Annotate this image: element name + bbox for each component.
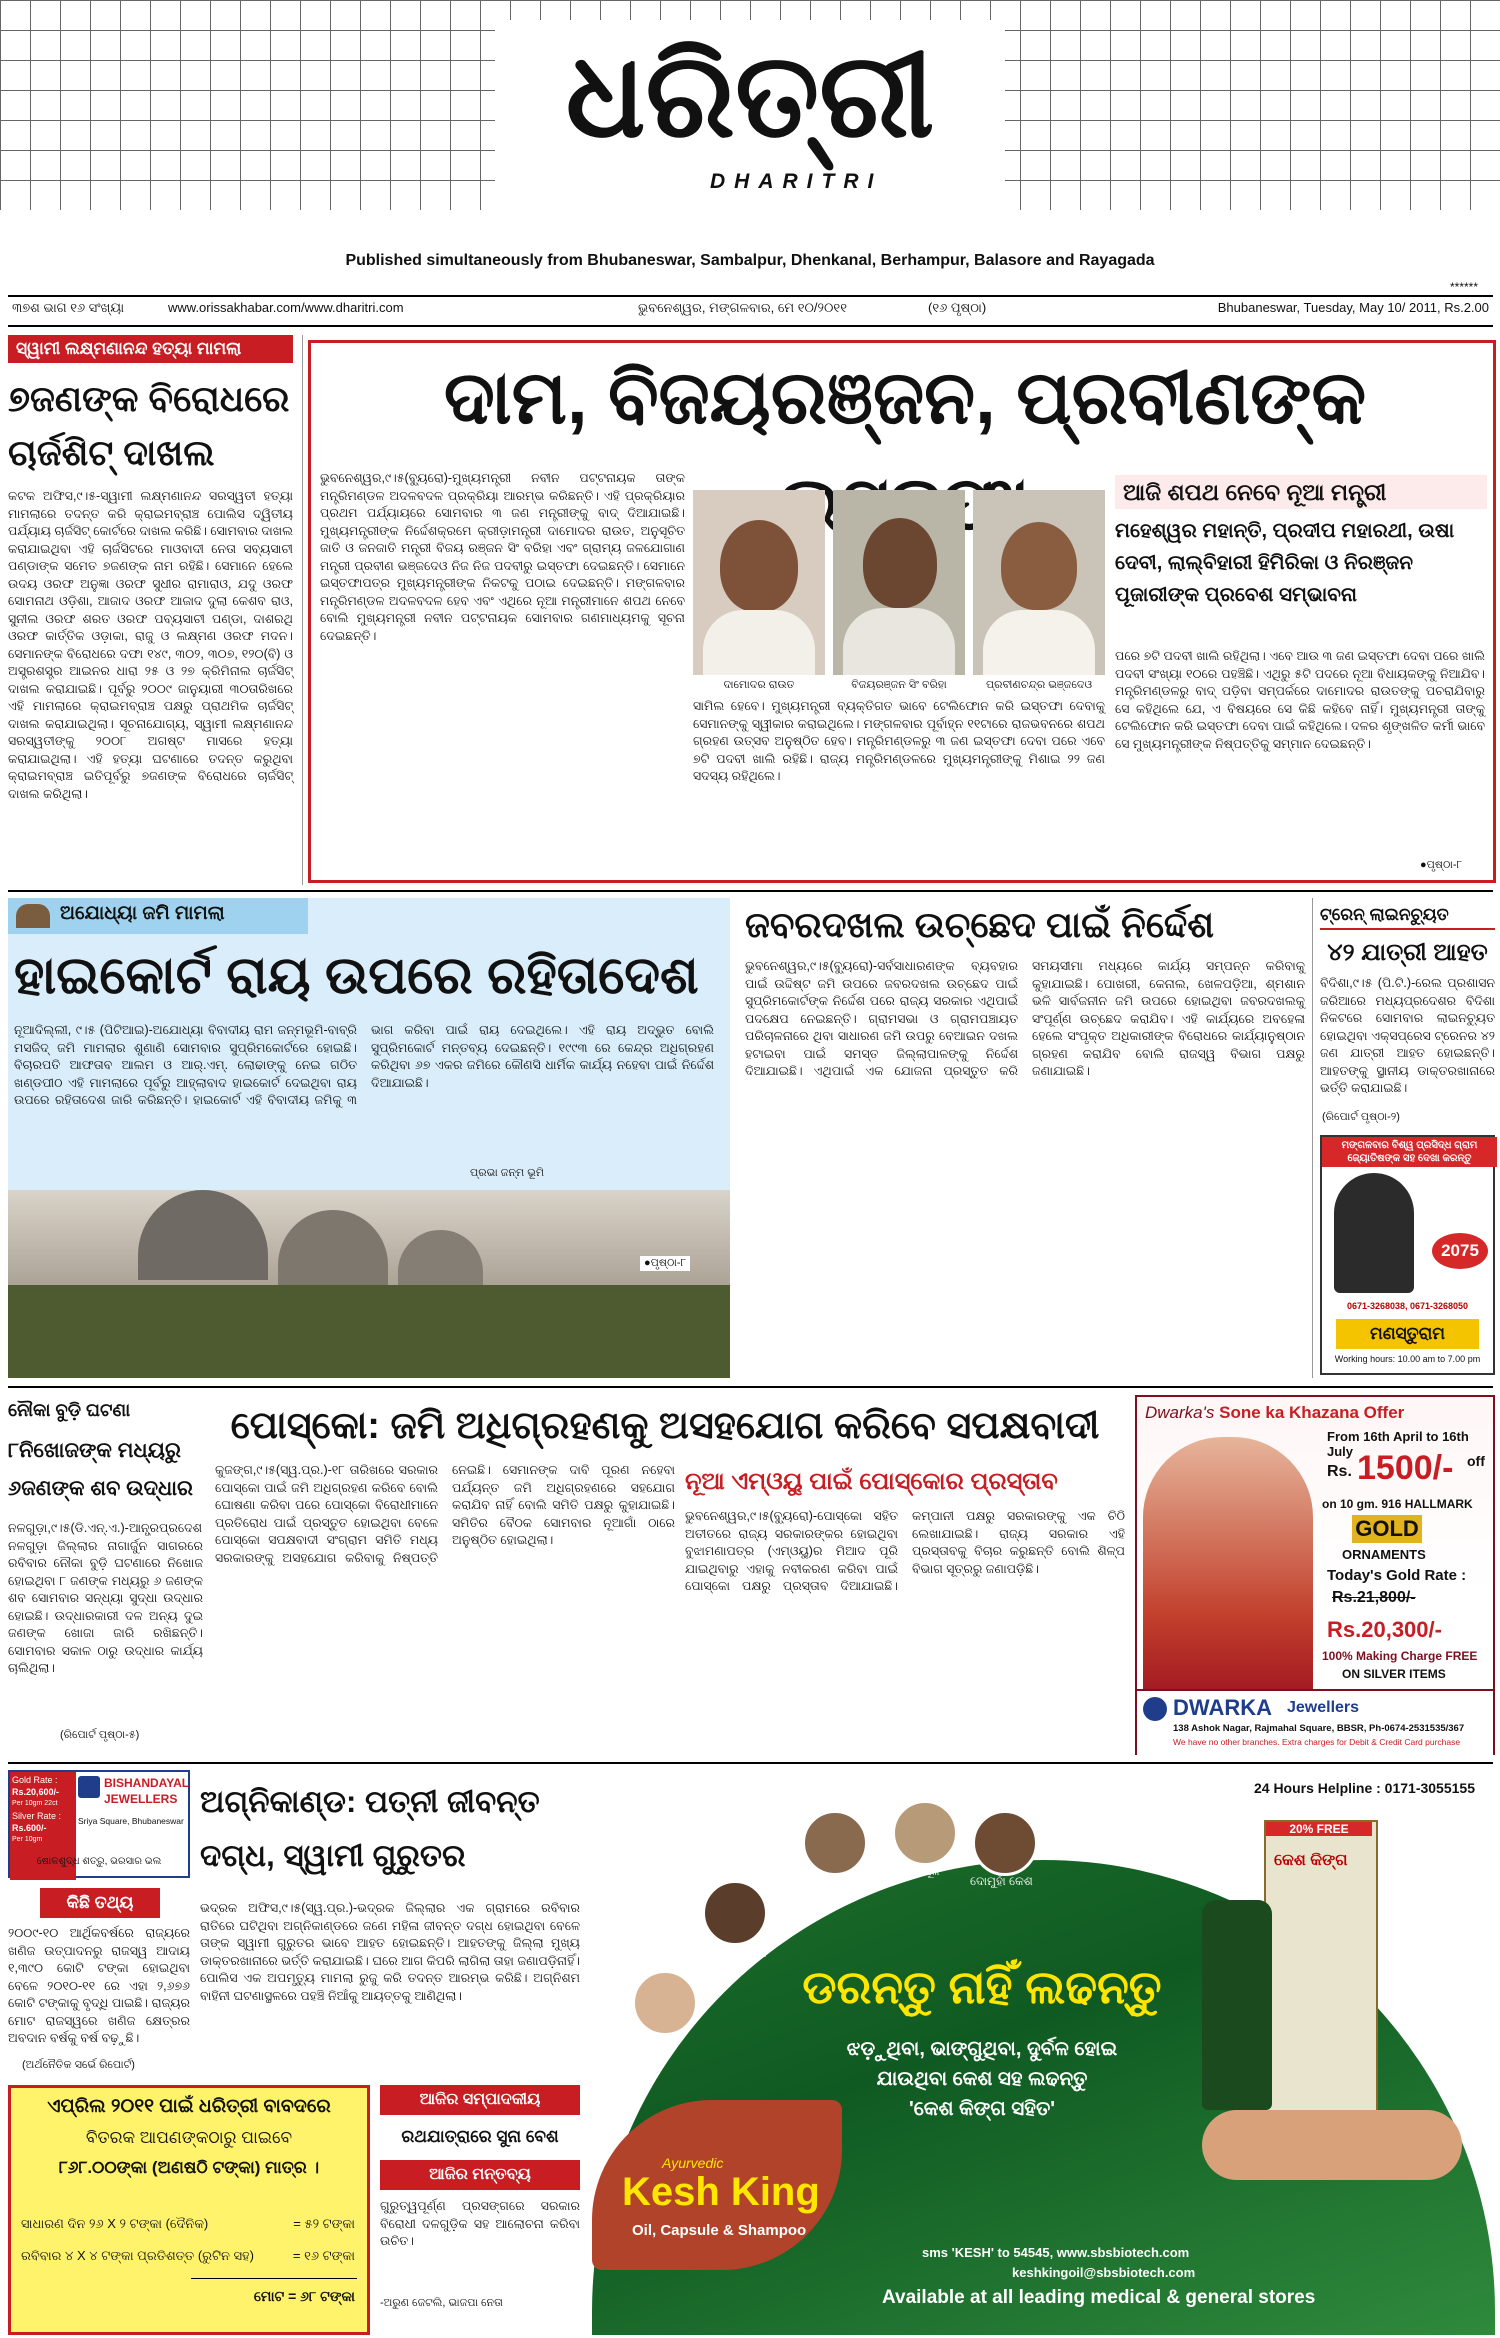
face-shape bbox=[863, 518, 937, 608]
page-count: (୧୬ ପୃଷ୍ଠା) bbox=[928, 300, 987, 315]
section-rule-2 bbox=[8, 1386, 1493, 1388]
hair-label-2: ଦୁର୍ବଳ ମୂଳ bbox=[894, 1864, 941, 1878]
hair-label-1: ରୁଷି bbox=[810, 1874, 828, 1888]
shirt-shape bbox=[703, 610, 815, 675]
dwarka-dates: From 16th April to 16th July bbox=[1327, 1429, 1469, 1459]
english-date: Bhubaneswar, Tuesday, May 10/ 2011, Rs.2.00 bbox=[1217, 300, 1489, 315]
dateline bbox=[8, 300, 1493, 322]
section-rule-1 bbox=[8, 890, 1493, 892]
shirt-shape bbox=[843, 608, 955, 675]
shirt-shape bbox=[983, 610, 1095, 675]
encroach-body: ଭୁବନେଶ୍ୱର,୯।୫(ବ୍ୟୁରୋ)-ସର୍ବସାଧାରଣଙ୍କ ବ୍ୟବହାର ପାଇଁ ଉଦ୍ଦିଷ୍ଟ ଜମି ଉପରେ ଜବରଦଖଲ ଉଚ୍ଛେଦ ପାଇଁ ସୁପ୍ରିମକୋର୍ଟଙ୍କ ନିର୍ଦ୍ଦେଶ ପରେ ରାଜ୍ୟ ସରକାର ଏଥିପାଇଁ ପଦକ୍ଷେପ ନେଇଛନ୍ତି। ଗ୍ରାମସଭା ଓ ଗ୍ରାମପଞ୍ଚାୟତ ପରିଚାଳନାରେ ଥିବା ସାଧାରଣ ଜମି ଉପରୁ ବେଆଇନ ଦଖଲ ହଟାଇବା ପାଇଁ ସମସ୍ତ ଜିଲ୍ଲାପାଳଙ୍କୁ ନିର୍ଦ୍ଦେଶ ଦିଆଯାଇଛି। ଏଥିପାଇଁ ଏକ ଯୋଜନା ପ୍ରସ୍ତୁତ କରି ସମୟସୀମା ମଧ୍ୟରେ କାର୍ଯ୍ୟ ସମ୍ପନ୍ନ କରିବାକୁ କୁହାଯାଇଛି। ପୋଖରୀ, କେନାଲ, ଖେଳପଡ଼ିଆ, ଶ୍ମଶାନ ଭଳି ସାର୍ବଜନୀନ ଜମି ଉପରେ ହୋଇଥିବା ଜବରଦଖଲକୁ ସଂପୂର୍ଣ୍ଣ ଉଚ୍ଛେଦ କରାଯିବ। ଏହି କାର୍ଯ୍ୟରେ ଅବହେଳା ହେଲେ ସଂପୃକ୍ତ ଅଧିକାରୀଙ୍କ ବିରୋଧରେ କାର୍ଯ୍ୟାନୁଷ୍ଠାନ ଗ୍ରହଣ କରାଯିବ ବୋଲି ରାଜସ୍ୱ ବିଭାଗ ପକ୍ଷରୁ ଜଣାଯାଇଛି। bbox=[745, 959, 1305, 1078]
silver-rate-value: Rs.600/- bbox=[12, 1823, 47, 1833]
keshking-sub-1: ଝଡ଼ୁଥିବା, ଭାଙ୍ଗୁଥିବା, ଦୁର୍ବଳ ହୋଇ bbox=[846, 2038, 1118, 2060]
lead-sub-headline: ମହେଶ୍ୱର ମହାନ୍ତି, ପ୍ରଦୀପ ମହାରଥୀ, ଉଷା ଦେବୀ, ଲାଲ୍‌ବିହାରୀ ହିମିରିକା ଓ ନିରଞ୍ଜନ ପୂଜାରୀଙ୍କ ପ୍ରବେଶ ସମ୍ଭାବନା bbox=[1115, 520, 1455, 606]
dwarka-grams: on 10 gm. 916 HALLMARK bbox=[1322, 1497, 1473, 1511]
lead-body-a: ଭୁବନେଶ୍ୱର,୯।୫(ବ୍ୟୁରୋ)-ମୁଖ୍ୟମନ୍ତ୍ରୀ ନବୀନ ପଟ୍ଟନାୟକ ତାଙ୍କ ମନ୍ତ୍ରିମଣ୍ଡଳ ଅଦଳବଦଳ ପ୍ରକ୍ରିୟା ଆରମ୍ଭ କରିଛନ୍ତି। ଏହି ପ୍ରକ୍ରିୟାର ପ୍ରଥମ ପର୍ଯ୍ୟାୟରେ ସୋମବାର ୩ ଜଣ ମନ୍ତ୍ରୀଙ୍କୁ ବାଦ୍ ଦିଆଯାଇଛି। ମୁଖ୍ୟମନ୍ତ୍ରୀଙ୍କ ନିର୍ଦ୍ଦେଶକ୍ରମେ କ୍ରୀଡ଼ାମନ୍ତ୍ରୀ ଦାମୋଦର ରାଉତ, ଅନୁସୂଚିତ ଜାତି ଓ ଜନଜାତି ମନ୍ତ୍ରୀ ବିଜୟ ରଞ୍ଜନ ସିଂ ବରିହା ଏବଂ ଗ୍ରାମ୍ୟ ଜଳଯୋଗାଣ ମନ୍ତ୍ରୀ ପ୍ରବୀଣ ଭଞ୍ଜଦେଓ ନିଜ ନିଜ ପଦବୀରୁ ଇସ୍ତଫା ଦେଇଛନ୍ତି। ସେମାନେ ଇସ୍ତଫାପତ୍ର ମୁଖ୍ୟମନ୍ତ୍ରୀଙ୍କ ନିକଟକୁ ପଠାଇ ଦେଇଛନ୍ତି। ମଙ୍ଗଳବାର ମନ୍ତ୍ରିମଣ୍ଡଳ ଅଦଳବଦଳ ହେବ ଏବଂ ଏଥିରେ ନୂଆ ମନ୍ତ୍ରୀମାନେ ଶପଥ ନେବେ ବୋଲି ମୁଖ୍ୟମନ୍ତ୍ରୀ ନବୀନ ପଟ୍ଟନାୟକ ସୋମବାର ଗଣମାଧ୍ୟମକୁ ସୂଚନା ଦେଇଛନ୍ତି। bbox=[320, 471, 685, 643]
dwarka-old-rate: Rs.21,800/- bbox=[1332, 1589, 1416, 1606]
keshking-email[interactable]: keshkingoil@sbsbiotech.com bbox=[1012, 2265, 1196, 2280]
facts-title: କିଛି ତଥ୍ୟ bbox=[40, 1888, 160, 1918]
bishandayal-name2: JEWELLERS bbox=[104, 1792, 178, 1806]
boat-continued: (ରିପୋର୍ଟ ପୃଷ୍ଠା-୫) bbox=[60, 1729, 140, 1741]
bishandayal-logo-icon bbox=[78, 1776, 100, 1798]
section-rule-3 bbox=[8, 1762, 1493, 1764]
dwarka-new-rate: Rs.20,300/- bbox=[1327, 1617, 1442, 1642]
ayodhya-headline: ହାଇକୋର୍ଟ ରାୟ ଉପରେ ରହିତାଦେଶ bbox=[14, 947, 699, 1005]
ayodhya-kicker bbox=[8, 898, 308, 934]
ayodhya-continued: ●ପୃଷ୍ଠା-୮ bbox=[640, 1256, 690, 1271]
subs-row-2: ରବିବାର ୪ X ୪ ଟଙ୍କା ପ୍ରତିଶତ୍ତ (ରୁଟିନ ସହ) bbox=[21, 2248, 254, 2263]
bishandayal-loc: Sriya Square, Bhubaneswar bbox=[78, 1816, 184, 1826]
foliage-shape bbox=[8, 1285, 730, 1378]
lead-sub-kicker: ଆଜି ଶପଥ ନେବେ ନୂଆ ମନ୍ତ୍ରୀ bbox=[1115, 475, 1487, 509]
dwarka-rate-label: Today's Gold Rate : bbox=[1327, 1567, 1467, 1584]
hair-label-5: ଝଡ଼ୁଥିବା କେଶ bbox=[628, 2038, 672, 2067]
subs-line-1: ଏପ୍ରିଲ ୨୦୧୧ ପାଇଁ ଧରିତ୍ରୀ ବାବଦରେ bbox=[47, 2096, 331, 2117]
ayodhya-author: ପ୍ରଭା ଜନ୍ମ ଭୂମି bbox=[470, 1167, 545, 1179]
left-headline: ୭ଜଣଙ୍କ ବିରୋଧରେ ଚାର୍ଜଶିଟ୍ ଦାଖଲ bbox=[8, 378, 290, 473]
dwarka-offer: Sone ka Khazana Offer bbox=[1219, 1403, 1405, 1422]
dwarka-logo-icon bbox=[1143, 1697, 1167, 1721]
hair-label-4: ଭାଙ୍ଗୁଥିବା କେଶ bbox=[688, 1946, 767, 1960]
masthead-logo bbox=[495, 20, 1005, 220]
posco-headline: ପୋସ୍କୋ: ଜମି ଅଧିଗ୍ରହଣକୁ ଅସହଯୋଗ କରିବେ ସପକ୍ଷବାଦୀ bbox=[230, 1405, 1100, 1447]
dwarka-rs: Rs. bbox=[1327, 1463, 1352, 1480]
facts-body: ୨୦୦୯-୧୦ ଆର୍ଥିକବର୍ଷରେ ରାଜ୍ୟରେ ଖଣିଜ ଉତ୍ପାଦନରୁ ରାଜସ୍ୱ ଆଦାୟ ୧,୩୯୦ କୋଟି ଟଙ୍କା ହୋଇଥିବା ବେଳେ ୨୦୧୦-୧୧ ରେ ଏହା ୨,୬୭୬ କୋଟି ଟଙ୍କାକୁ ବୃଦ୍ଧି ପାଇଛି। ରାଜ୍ୟର ମୋଟ ରାଜସ୍ୱରେ ଖଣିଜ କ୍ଷେତ୍ରର ଅବଦାନ ବର୍ଷକୁ ବର୍ଷ ବଢ଼ୁଛି। bbox=[8, 1926, 190, 2045]
editions-line: Published simultaneously from Bhubaneswar, Sambalpur, Dhenkanal, Berhampur, Balasore and Rayagada bbox=[345, 252, 1155, 269]
product-name: କେଶ କିଙ୍ଗ bbox=[1274, 1852, 1348, 1869]
dwarka-making: 100% Making Charge FREE bbox=[1322, 1649, 1478, 1663]
train-body: ବିଦିଶା,୯।୫ (ପି.ଟି.)-ରେଲ ପ୍ରଶାସନ ଜରିଆରେ ମଧ୍ୟପ୍ରଦେଶର ବିଦିଶା ନିକଟରେ ସୋମବାର ଲାଇନଚ୍ୟୁତ ହୋଇଥିବା ଏକ୍ସପ୍ରେସ ଟ୍ରେନର ୪୨ ଜଣ ଯାତ୍ରୀ ଆହତ ହୋଇଛନ୍ତି। ଆହତଙ୍କୁ ସ୍ଥାନୀୟ ଡାକ୍ତରଖାନାରେ ଭର୍ତ୍ତି କରାଯାଇଛି। bbox=[1320, 976, 1495, 1095]
product-free-badge: 20% FREE bbox=[1266, 1822, 1372, 1836]
bishandayal-ad bbox=[8, 1770, 190, 1878]
dwarka-footer bbox=[1137, 1689, 1493, 1755]
hair-problem-4 bbox=[702, 1880, 768, 1946]
caption-2: ବିଜୟରଞ୍ଜନ ସିଂ ବରିହା bbox=[851, 679, 947, 691]
boat-body: ନଳଗୁଡ଼ା,୯।୫(ଡି.ଏନ୍.ଏ.)-ଆନ୍ଧ୍ରପ୍ରଦେଶ ନଳଗୁଡ଼ା ଜିଲ୍ଲାର ନାଗାର୍ଜୁନ ସାଗରରେ ରବିବାର ନୌକା ବୁଡ଼ି ଘଟଣାରେ ନିଖୋଜ ହୋଇଥିବା ୮ ଜଣଙ୍କ ମଧ୍ୟରୁ ୬ ଜଣଙ୍କ ଶବ ସୋମବାର ସନ୍ଧ୍ୟା ସୁଦ୍ଧା ଉଦ୍ଧାର ହୋଇଛି। ଉଦ୍ଧାରକାରୀ ଦଳ ଅନ୍ୟ ଦୁଇ ଜଣଙ୍କ ଖୋଜା ଜାରି ରଖିଛନ୍ତି। ସୋମବାର ସକାଳ ଠାରୁ ଉଦ୍ଧାର କାର୍ଯ୍ୟ ଚାଲିଥିଲା। bbox=[8, 1521, 203, 1675]
astro-top: ମଙ୍ଗଳବାର ବିଶ୍ୱ ପ୍ରସିଦ୍ଧ ଗ୍ରାମ ଜ୍ୟୋତିଷଙ୍କ ସହ ଦେଖା କରନ୍ତୁ bbox=[1322, 1137, 1497, 1167]
train-headline: ୪୨ ଯାତ୍ରୀ ଆହତ bbox=[1327, 939, 1488, 966]
dome-shape bbox=[398, 1230, 483, 1290]
astro-name: ମଣସ୍ତୁରାମ bbox=[1336, 1319, 1479, 1349]
dwarka-gold: GOLD bbox=[1352, 1515, 1422, 1543]
silver-rate-label: Silver Rate : bbox=[12, 1811, 62, 1821]
dateline-rule-bottom bbox=[8, 325, 1493, 327]
dwarka-ad bbox=[1135, 1395, 1495, 1755]
bishandayal-name: BISHANDAYAL bbox=[104, 1776, 190, 1790]
dwarka-ornaments: ORNAMENTS bbox=[1342, 1547, 1426, 1562]
website-link[interactable]: www.orissakhabar.com/www.dharitri.com bbox=[168, 300, 404, 315]
keshking-sms: sms 'KESH' to 54545, www.sbsbiotech.com bbox=[922, 2245, 1190, 2260]
train-continued: (ରିପୋର୍ଟ ପୃଷ୍ଠା-୨) bbox=[1322, 1111, 1400, 1123]
posco-body: କୁଜଙ୍ଗ,୯।୫(ସ୍ୱ.ପ୍ର.)-୧୮ ତାରିଖରେ ସରକାର ପୋସ୍କୋ ପାଇଁ ଜମି ଅଧିଗ୍ରହଣ କରିବେ ବୋଲି ଘୋଷଣା କରିବା ପରେ ପୋସ୍କୋ ବିରୋଧୀମାନେ ପ୍ରତିରୋଧ ପାଇଁ ପ୍ରସ୍ତୁତ ହୋଇଥିବା ବେଳେ ପୋସ୍କୋ ସପକ୍ଷବାଦୀ ସଂଗ୍ରାମ ସମିତି ମଧ୍ୟ ସରକାରଙ୍କୁ ଅସହଯୋଗ କରିବାକୁ ନିଷ୍ପତ୍ତି ନେଇଛି। ସେମାନଙ୍କ ଦାବି ପୂରଣ ନହେବା ପର୍ଯ୍ୟନ୍ତ ଜମି ଅଧିଗ୍ରହଣରେ ସହଯୋଗ କରାଯିବ ନାହିଁ ବୋଲି ସମିତି ପକ୍ଷରୁ କୁହାଯାଇଛି। ସମିତିର ବୈଠକ ସୋମବାର ନୂଆଗାଁ ଠାରେ ଅନୁଷ୍ଠିତ ହୋଇଥିଲା। bbox=[215, 1463, 675, 1565]
silver-rate-unit: Per 10gm bbox=[12, 1836, 43, 1843]
subs-row-1: ସାଧାରଣ ଦିନ ୨୬ X ୨ ଟଙ୍କା (ଦୈନିକ) bbox=[21, 2216, 209, 2231]
gold-rate-value: Rs.20,600/- bbox=[12, 1787, 60, 1797]
caption-3: ପ୍ରବୀଣଚନ୍ଦ୍ର ଭଞ୍ଜଦେଓ bbox=[985, 679, 1093, 691]
opinion-title: ଆଜିର ମନ୍ତବ୍ୟ bbox=[380, 2160, 580, 2190]
minister-photo-1 bbox=[693, 490, 825, 675]
keshking-sub-2: ଯାଉଥିବା କେଶ ସହ ଲଢନ୍ତୁ bbox=[876, 2068, 1088, 2090]
dwarka-shop: DWARKA bbox=[1173, 1695, 1272, 1720]
fire-headline: ଅଗ୍ନିକାଣ୍ଡ: ପତ୍ନୀ ଜୀବନ୍ତ ଦଗ୍ଧ, ସ୍ୱାମୀ ଗୁରୁତର bbox=[200, 1784, 540, 1873]
hair-label-3: ଦୋମୁହାଁ କେଶ bbox=[970, 1874, 1033, 1888]
ayodhya-kicker-text: ଅଯୋଧ୍ୟା ଜମି ମାମଲା bbox=[60, 903, 225, 924]
boat-kicker: ନୌକା ବୁଡ଼ି ଘଟଣା bbox=[8, 1400, 131, 1420]
dateline-rule-top bbox=[8, 295, 1493, 297]
keshking-headline: ଡରନ୍ତୁ ନାହିଁ ଲଢନ୍ତୁ bbox=[802, 1961, 1162, 2013]
gold-rate-label: Gold Rate : bbox=[12, 1775, 58, 1785]
subs-total: ମୋଟ = ୬୮ ଟଙ୍କା bbox=[253, 2288, 355, 2304]
dwarka-address: 138 Ashok Nagar, Rajmahal Square, BBSR, Ph-0674-2531535/367 bbox=[1173, 1723, 1465, 1734]
volume: ୩୭ଶ ଭାଗ ୧୬ ସଂଖ୍ୟା bbox=[12, 300, 125, 315]
caption-1: ଦାମୋଦର ରାଉତ bbox=[723, 679, 795, 691]
dome-shape bbox=[278, 1210, 388, 1285]
editorial-item: ରଥଯାତ୍ରାରେ ସୁନା ବେଶ bbox=[401, 2127, 559, 2146]
subs-row-1-value: = ୫୨ ଟଙ୍କା bbox=[293, 2216, 355, 2231]
dwarka-brand: Dwarka's bbox=[1145, 1403, 1215, 1422]
keshking-ad bbox=[592, 1770, 1495, 2335]
subscription-box bbox=[8, 2085, 370, 2335]
lead-body-b: ସାମିଲ ହେବେ। ମୁଖ୍ୟମନ୍ତ୍ରୀ ବ୍ୟକ୍ତିଗତ ଭାବେ ଟେଲିଫୋନ କରି ଇସ୍ତଫା ଦେବାକୁ ସେମାନଙ୍କୁ ସ୍ୱୀକାର କରାଇଥିଲେ। ମଙ୍ଗଳବାର ପୂର୍ବାହ୍ନ ୧୧ଟାରେ ରାଜଭବନରେ ଶପଥ ଗ୍ରହଣ ଉତ୍ସବ ଅନୁଷ୍ଠିତ ହେବ। ମନ୍ତ୍ରିମଣ୍ଡଳରୁ ୩ ଜଣ ଇସ୍ତଫା ଦେବା ପରେ ଏବେ ୭ଟି ପଦବୀ ଖାଲି ରହିଛି। ରାଜ୍ୟ ମନ୍ତ୍ରିମଣ୍ଡଳରେ ମୁଖ୍ୟମନ୍ତ୍ରୀଙ୍କୁ ମିଶାଇ ୨୨ ଜଣ ସଦସ୍ୟ ରହିଥିଲେ। bbox=[693, 699, 1105, 783]
model-photo bbox=[1143, 1437, 1313, 1692]
fire-body: ଭଦ୍ରକ ଅଫିସ,୯।୫(ସ୍ୱ.ପ୍ର.)-ଭଦ୍ରକ ଜିଲ୍ଲାର ଏକ ଗ୍ରାମରେ ରବିବାର ରାତିରେ ଘଟିଥିବା ଅଗ୍ନିକାଣ୍ଡରେ ଜଣେ ମହିଳା ଜୀବନ୍ତ ଦଗ୍ଧ ହୋଇଥିବା ବେଳେ ତାଙ୍କ ସ୍ୱାମୀ ଗୁରୁତର ଭାବେ ଆହତ ହୋଇଛନ୍ତି। ଆହତଙ୍କୁ ଜିଲ୍ଲା ମୁଖ୍ୟ ଡାକ୍ତରଖାନାରେ ଭର୍ତ୍ତି କରାଯାଇଛି। ଘରେ ଆଗ କିପରି ଲାଗିଲା ତାହା ଜଣାପଡ଼ିନାହିଁ। ପୋଲିସ ଏକ ଅପମୃତ୍ୟୁ ମାମଲା ରୁଜୁ କରି ତଦନ୍ତ ଆରମ୍ଭ କରିଛି। ଅଗ୍ନିଶମ ବାହିନୀ ଘଟଣାସ୍ଥଳରେ ପହଞ୍ଚି ନିଆଁକୁ ଆୟତ୍ତକୁ ଆଣିଥିଲା। bbox=[200, 1901, 580, 2003]
dwarka-silver: ON SILVER ITEMS bbox=[1342, 1667, 1446, 1681]
hair-problem-2 bbox=[892, 1800, 958, 1866]
bishandayal-tag: ଷୋଳଶୁଦ୍ଧ ଶତ୍ରୁ, ଭରସାର ଭଲ bbox=[36, 1856, 162, 1867]
facts-source: (ଅର୍ଥନୈତିକ ସର୍ଭେ ରିପୋର୍ଟ) bbox=[22, 2059, 135, 2071]
train-kicker: ଟ୍ରେନ୍ ଲାଇନଚ୍ୟୁତ bbox=[1320, 900, 1495, 930]
hair-problem-3 bbox=[972, 1810, 1038, 1876]
astro-hours: Working hours: 10.00 am to 7.00 pm bbox=[1334, 1354, 1481, 1364]
dwarka-note: We have no other branches. Extra charges for Debit & Credit Card purchase bbox=[1173, 1737, 1461, 1747]
minister-photo-3 bbox=[973, 490, 1105, 675]
astro-phone: 0671-3268038, 0671-3268050 bbox=[1346, 1301, 1469, 1311]
keshking-tag: Oil, Capsule & Shampoo bbox=[632, 2222, 807, 2239]
keshking-sub-3: 'କେଶ କିଙ୍ଗ ସହିତ' bbox=[909, 2098, 1055, 2120]
keshking-helpline: 24 Hours Helpline : 0171-3055155 bbox=[1253, 1780, 1475, 1796]
astro-ad bbox=[1320, 1135, 1495, 1375]
editorial-title: ଆଜିର ସମ୍ପାଦକୀୟ bbox=[380, 2085, 580, 2115]
dwarka-price: 1500/- bbox=[1357, 1449, 1454, 1487]
product-bottle bbox=[1202, 1900, 1272, 2110]
encroach-headline: ଜବରଦଖଲ ଉଚ୍ଛେଦ ପାଇଁ ନିର୍ଦ୍ଦେଶ bbox=[745, 904, 1215, 945]
left-divider bbox=[302, 335, 303, 885]
boat-headline: ୮ନିଖୋଜଙ୍କ ମଧ୍ୟରୁ ୬ଜଣଙ୍କ ଶବ ଉଦ୍ଧାର bbox=[8, 1439, 193, 1500]
posco-sub-body: ଭୁବନେଶ୍ୱର,୯।୫(ବ୍ୟୁରୋ)-ପୋସ୍କୋ ସହିତ ଅତୀତରେ ରାଜ୍ୟ ସରକାରଙ୍କର ହୋଇଥିବା ବୁଝାମଣାପତ୍ର (ଏମ୍‌ଓୟୁ)ର ମିଆଦ ପୂରି ଯାଇଥିବାରୁ ଏହାକୁ ନବୀକରଣ କରିବା ପାଇଁ ପୋସ୍କୋ ପକ୍ଷରୁ ପ୍ରସ୍ତାବ ଦିଆଯାଇଛି। କମ୍ପାନୀ ପକ୍ଷରୁ ସରକାରଙ୍କୁ ଏକ ଚିଠି ଲେଖାଯାଇଛି। ରାଜ୍ୟ ସରକାର ଏହି ପ୍ରସ୍ତାବକୁ ବିଚାର କରୁଛନ୍ତି ବୋଲି ଶିଳ୍ପ ବିଭାଗ ସୂତ୍ରରୁ ଜଣାପଡ଼ିଛି। bbox=[685, 1509, 1125, 1593]
keshking-brand: Kesh King bbox=[622, 2170, 820, 2214]
opinion-author: -ଅରୁଣ ଜେଟଲି, ଭାଜପା ନେତା bbox=[380, 2297, 503, 2309]
opinion-body: ଗୁରୁତ୍ୱପୂର୍ଣ୍ଣ ପ୍ରସଙ୍ଗରେ ସରକାର ବିରୋଧୀ ଦଳଗୁଡ଼ିକ ସହ ଆଲୋଚନା କରିବା ଉଚିତ। bbox=[380, 2199, 580, 2248]
hand-shape bbox=[1202, 2110, 1462, 2180]
lead-continued: ●ପୃଷ୍ଠା-୮ bbox=[1420, 859, 1463, 871]
stars: ****** bbox=[1450, 280, 1479, 294]
astro-price: 2075 bbox=[1432, 1233, 1488, 1269]
dome-shape bbox=[138, 1190, 268, 1280]
subs-line-2: ବିତରକ ଆପଣଙ୍କଠାରୁ ପାଇବେ bbox=[85, 2128, 293, 2147]
left-body: କଟକ ଅଫିସ,୯।୫-ସ୍ୱାମୀ ଲକ୍ଷ୍ମଣାନନ୍ଦ ସରସ୍ୱତୀ ହତ୍ୟା ମାମଲାରେ ତଦନ୍ତ କରି କ୍ରାଇମବ୍ରାଞ୍ଚ ପୋଲିସ ଦ୍ୱିତୀୟ ପର୍ଯ୍ୟାୟ ଚାର୍ଜସିଟ୍ କୋର୍ଟରେ ଦାଖଲ କରିଛି। ସୋମବାର ଦାଖଲ କରାଯାଇଥିବା ଏହି ଚାର୍ଜସିଟରେ ମାଓବାଦୀ ନେତା ସବ୍ୟସାଚୀ ପଣ୍ଡାଙ୍କ ସମେତ ୭ଜଣଙ୍କ ନାମ ରହିଛି। ସେମାନେ ହେଲେ ଉଦୟ ଓରଫ ଅନୁଜ୍ଞା ଓରଫ ସୁଧୀର ରାମାରାଓ, ଯଦୁ ଓରଫ ସୋମନାଥ ଓଡ଼ିଶା, ଆଜାଦ ଓରଫ ଆଜାଦ ଦୁଲା କେଶବ ରାଓ, ସୁନୀଲ ଓରଫ ଶରତ ଓରଫ ପବ୍ୟସାଚୀ ପଣ୍ଡା, ଦାଶରଥି ଓରଫ କାର୍ତ୍ତିକ ଓଡ଼ାକା, ରାଜୁ ଓ ଲକ୍ଷ୍ମଣ ଓରଫ ମଦନ। ସେମାନଙ୍କ ବିରୋଧରେ ଦଫା ୧୪୯, ୩୦୨, ୩୦୭, ୧୨୦(ବି) ଓ ଅସ୍ତ୍ରଶସ୍ତ୍ର ଆଇନର ଧାରା ୨୫ ଓ ୨୭ କ୍ରିମିନାଲ ଚାର୍ଜସିଟ୍ ଦାଖଲ କରାଯାଇଛି। ପୂର୍ବରୁ ୨୦୦୯ ଜାନୁୟାରୀ ୩୦ତାରିଖରେ ଏହି ମାମଲାରେ କ୍ରାଇମବ୍ରାଞ୍ଚ ପକ୍ଷରୁ ପ୍ରାଥମିକ ଚାର୍ଜସିଟ୍ ଦାଖଲ କରାଯାଇଥିଲା। ସୂଚନାଯୋଗ୍ୟ, ସ୍ୱାମୀ ଲକ୍ଷ୍ମଣାନନ୍ଦ ସରସ୍ୱତୀଙ୍କୁ ୨୦୦୮ ଅଗଷ୍ଟ ମାସରେ ହତ୍ୟା କରାଯାଇଥିଲା। ଏହି ହତ୍ୟା ଘଟଣାରେ ତଦନ୍ତ କରୁଥିବା କ୍ରାଇମବ୍ରାଞ୍ଚ ଇତିପୂର୍ବରୁ ୭ଜଣଙ୍କ ବିରୋଧରେ ଚାର୍ଜସିଟ୍ ଦାଖଲ କରିଥିଲା। bbox=[8, 489, 294, 801]
left-kicker: ସ୍ୱାମୀ ଲକ୍ଷ୍ମଣାନନ୍ଦ ହତ୍ୟା ମାମଲା bbox=[8, 335, 293, 363]
encroach-divider bbox=[1312, 898, 1313, 1378]
lead-headline: ଦାମ, ବିଜୟରଞ୍ଜନ, ପ୍ରବୀଣଙ୍କ bbox=[443, 356, 1367, 439]
keshking-ayurvedic: Ayurvedic bbox=[662, 2155, 724, 2171]
face-shape bbox=[720, 520, 798, 612]
ayodhya-photo bbox=[8, 1190, 730, 1378]
face-shape bbox=[1001, 522, 1077, 610]
dwarka-title bbox=[1145, 1403, 1404, 1423]
product-box bbox=[1264, 1820, 1378, 2124]
hair-problem-5 bbox=[632, 1970, 698, 2036]
minister-photo-2 bbox=[833, 490, 965, 675]
temple-icon bbox=[16, 904, 50, 928]
masthead-latin: DHARITRI bbox=[710, 170, 883, 193]
ayodhya-body: ନୂଆଦିଲ୍ଲୀ, ୯।୫ (ପିଟିଆଇ)-ଅଯୋଧ୍ୟା ବିବାଦୀୟ ରାମ ଜନ୍ମଭୂମି-ବାବ୍ରି ମସଜିଦ୍ ଜମି ମାମଲାର ଶୁଣାଣି ସୋମବାର ସୁପ୍ରିମକୋର୍ଟରେ ହୋଇଛି। ବିଚାରପତି ଆଫତାବ ଆଲମ ଓ ଆର୍.ଏମ୍. ଲୋଢାଙ୍କୁ ନେଇ ଗଠିତ ଖଣ୍ଡପୀଠ ଏହି ମାମଲାରେ ପୂର୍ବରୁ ଆହ୍ଲାବାଦ ହାଇକୋର୍ଟ ଦେଇଥିବା ରାୟ ଉପରେ ରହିତାଦେଶ ଜାରି କରିଛନ୍ତି। ହାଇକୋର୍ଟ ଏହି ବିବାଦୀୟ ଜମିକୁ ୩ ଭାଗ କରିବା ପାଇଁ ରାୟ ଦେଇଥିଲେ। ଏହି ରାୟ ଅଦ୍ଭୁତ ବୋଲି ସୁପ୍ରିମକୋର୍ଟ ମନ୍ତବ୍ୟ ଦେଇଛନ୍ତି। ୧୯୯୩ ରେ କେନ୍ଦ୍ର ଅଧିଗ୍ରହଣ କରିଥିବା ୬୭ ଏକର ଜମିରେ କୌଣସି ଧାର୍ମିକ କାର୍ଯ୍ୟ ନହେବା ପାଇଁ ନିର୍ଦ୍ଦେଶ ଦିଆଯାଇଛି। bbox=[14, 1023, 714, 1107]
dwarka-off: off bbox=[1467, 1453, 1485, 1469]
astrologer-photo bbox=[1334, 1173, 1414, 1293]
subs-divider bbox=[191, 2278, 357, 2279]
gold-rate-unit: Per 10gm 22ct bbox=[12, 1800, 58, 1807]
subs-line-3: ୮୬୮.୦୦ଙ୍କା (ଅଣଷଠି ଟଙ୍କା) ମାତ୍ର । bbox=[58, 2158, 320, 2177]
dwarka-shop2: Jewellers bbox=[1287, 1699, 1360, 1716]
masthead-title: ଧରିତ୍ରୀ bbox=[565, 25, 935, 164]
lead-body-c: ପରେ ୭ଟି ପଦବୀ ଖାଲି ରହିଥିଲା। ଏବେ ଆଉ ୩ ଜଣ ଇସ୍ତଫା ଦେବା ପରେ ଖାଲି ପଦବୀ ସଂଖ୍ୟା ୧୦ରେ ପହଞ୍ଚିଛି। ଏଥିରୁ ୫ଟି ପଦରେ ନୂଆ ବିଧାୟକଙ୍କୁ ନିଆଯିବ। ମନ୍ତ୍ରିମଣ୍ଡଳରୁ ବାଦ୍ ପଡ଼ିବା ସମ୍ପର୍କରେ ଦାମୋଦର ରାଉତଙ୍କୁ ପଚରାଯିବାରୁ ସେ କହିଥିଲେ ଯେ, ଏ ବିଷୟରେ ସେ କିଛି କହିବେ ନାହିଁ। ମୁଖ୍ୟମନ୍ତ୍ରୀ ତାଙ୍କୁ ଟେଲିଫୋନ କରି ଇସ୍ତଫା ଦେବା ପାଇଁ କହିଥିଲେ। ଦଳର ଶୃଙ୍ଖଳିତ କର୍ମୀ ଭାବେ ସେ ମୁଖ୍ୟମନ୍ତ୍ରୀଙ୍କ ନିଷ୍ପତ୍ତିକୁ ସମ୍ମାନ ଦେଇଛନ୍ତି। bbox=[1115, 649, 1485, 751]
hair-problem-1 bbox=[802, 1810, 868, 1876]
subs-row-2-value: = ୧୬ ଟଙ୍କା bbox=[292, 2248, 355, 2263]
keshking-available: Available at all leading medical & general stores bbox=[882, 2287, 1316, 2308]
odia-date: ଭୁବନେଶ୍ୱର, ମଙ୍ଗଳବାର, ମେ ୧୦/୨୦୧୧ bbox=[638, 300, 847, 315]
posco-sub-headline: ନୂଆ ଏମ୍‌ଓୟୁ ପାଇଁ ପୋସ୍କୋର ପ୍ରସ୍ତାବ bbox=[685, 1468, 1058, 1495]
